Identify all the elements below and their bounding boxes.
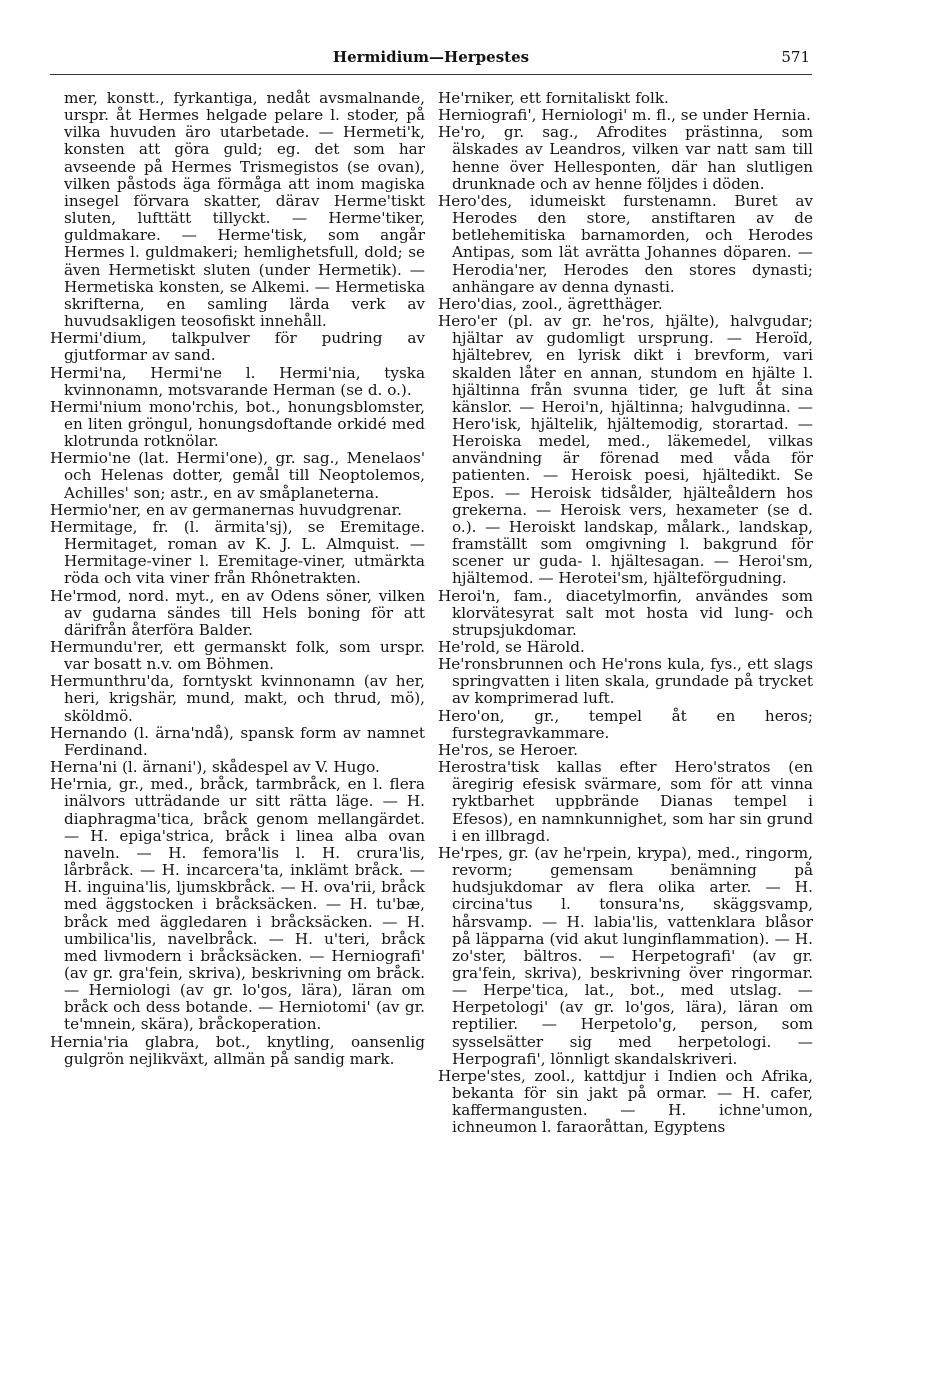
entry-heroin: Heroi'n, fam., diacetylmorfin, användes som klorvätesyrat salt mot hosta vid lung- och strupsjukdomar. (438, 586, 813, 639)
right-column (438, 90, 813, 1137)
entry-heros: He'ros, se Heroer. (438, 740, 578, 759)
entry-herodias: Hero'dias, zool., ägretthäger. (438, 294, 663, 313)
entry-hernia: He'rnia, gr., med., bråck, tarmbråck, en l. flera inälvors utträdande ur sitt rätta läge. — H. diaphragma'tica, bråck genom mellangärdet. — H. epiga'strica, bråck i linea alba ovan naveln. — H. femora'lis l. H. crura'lis, lårbråck. — H. incarcera'ta, inklämt bråck. — H. inguina'lis, ljumskbråck. — H. ova'rii, bråck med äggstocken i bråcksäcken. — H. tu'bæ, bråck med äggledaren i bråcksäcken. — H. umbilica'lis, navelbråck. — H. u'teri, bråck med livmodern i bråcksäcken. — Herniografi' (av gr. gra'fein, skriva), beskrivning om bråck. — Herniologi (av gr. lo'gos, lära), läran om bråck och dess botande. — Herniotomi' (av gr. te'mnein, skära), bråckoperation. (50, 775, 425, 1034)
page-number: 571 (781, 48, 810, 66)
entry-hernando: Hernando (l. ärna'ndå), spansk form av namnet Ferdinand. (50, 723, 425, 759)
entry-herniker: He'rniker, ett fornitaliskt folk. (438, 89, 669, 107)
entry-hermundurer: Hermundu'rer, ett germanskt folk, som urspr. var bosatt n.v. om Böhmen. (50, 638, 425, 674)
entry-hermitage: Hermitage, fr. (l. ärmita'sj), se Eremitage. Hermitaget, roman av K. J. L. Almquist. — Hermitage-viner l. Eremitage-viner, utmärkta röda och vita viner från Rhônetrakten. (50, 517, 425, 588)
entry-herniografi: Herniografi', Herniologi' m. fl., se under Hernia. (438, 106, 811, 125)
entry-herpes: He'rpes, gr. (av he'rpein, krypa), med., ringorm, revorm; gemensam benämning på hudsjukdomar av flera olika arter. — H. circina'tus l. tonsura'ns, skäggsvamp, hårsvamp. — H. labia'lis, vattenklara blåsor på läpparna (vid akut lunginflammation). — H. zo'ster, bältros. — Herpetografi' (av gr. gra'fein, skriva), beskrivning över ringormar. — Herpe'tica, lat., bot., med utslag. — Herpetologi' (av gr. lo'gos, lära), läran om reptilier. — Herpetolo'g, person, som sysselsätter sig med herpetologi. — Herpografi', lönnligt skandalskriveri. (438, 843, 813, 1068)
entry-herodes: Hero'des, idumeiskt furstenamn. Buret av Herodes den store, anstiftaren av de betlehemitiska barnamorden, och Herodes Antipas, som lät avrätta Johannes döparen. — Herodia'ner, Herodes den stores dynasti; anhängare av denna dynasti. (438, 191, 813, 296)
page-header (50, 48, 812, 75)
entry-heroon: Hero'on, gr., tempel åt en heros; furstegravkammare. (438, 706, 813, 742)
entry-hernani: Herna'ni (l. ärnani'), skådespel av V. Hugo. (50, 758, 380, 777)
entry-mer-cont: mer, konstt., fyrkantiga, nedåt avsmalnande, urspr. åt Hermes helgade pelare l. stoder, på vilka huvuden äro utarbetade. — Hermeti'k, konsten att göra guld; eg. det som har avseende på Hermes Trismegistos (se ovan), vilken påstods äga förmåga att inom magiska insegel förvara skatter, därav Herme'tiskt sluten, lufttätt tillyckt. — Herme'tiker, guldmakare. — Herme'tisk, som angår Hermes l. guldmakeri; hemlighetsfull, dold; se även Hermetiskt sluten (under Hermetik). — Hermetiska konsten, se Alkemi. — Hermetiska skrifterna, en samling lärda verk av huvudsakligen teosofiskt innehåll. (64, 89, 425, 331)
entry-heronsbrunnen: He'ronsbrunnen och He'rons kula, fys., ett slags springvatten i liten skala, grundade på trycket av komprimerad luft. (438, 655, 813, 708)
entry-hermidium: Hermi'dium, talkpulver för pudring av gjutformar av sand. (50, 329, 425, 365)
entry-hermione: Hermio'ne (lat. Hermi'one), gr. sag., Menelaos' och Helenas dotter, gemål till Neoptolemos, Achilles' son; astr., en av småplaneterna. (50, 449, 425, 502)
entry-hermunthruda: Hermunthru'da, forntyskt kvinnonamn (av her, heri, krigshär, mund, makt, och thrud, mö), sköldmö. (50, 672, 425, 725)
entry-hermioner: Hermio'ner, en av germanernas huvudgrenar. (50, 500, 402, 519)
entry-herpestes: Herpe'stes, zool., kattdjur i Indien och Afrika, bekanta för sin jakt på ormar. — H. cafer, kaffermangusten. — H. ichne'umon, ichneumon l. faraoråttan, Egyptens (438, 1066, 813, 1137)
entry-herold: He'rold, se Härold. (438, 638, 585, 656)
entry-herostratisk: Herostra'tisk kallas efter Hero'stratos (en äregirig efesisk svärmare, som för att vinna ryktbarhet uppbrände Dianas tempel i Efesos), en namnkunnighet, som har sin grund i en illbragd. (438, 758, 813, 845)
entry-herniaria: Hernia'ria glabra, bot., knytling, oansenlig gulgrön nejlikväxt, allmän på sandig mark. (50, 1032, 425, 1068)
running-title: Hermidium—Herpestes (332, 48, 530, 66)
entry-hero: He'ro, gr. sag., Afrodites prästinna, som älskades av Leandros, vilken var natt sam till henne över Hellesponten, där han slutligen drunknade och av henne följdes i döden. (438, 123, 813, 193)
entry-hermod: He'rmod, nord. myt., en av Odens söner, vilken av gudarna sändes till Hels boning för att därifrån återföra Balder. (50, 586, 425, 639)
entry-hermina: Hermi'na, Hermi'ne l. Hermi'nia, tyska kvinnonamn, motsvarande Herman (se d. o.). (50, 363, 425, 399)
entry-herminium: Hermi'nium mono'rchis, bot., honungsblomster, en liten gröngul, honungsdoftande orkidé med klotrunda rotknölar. (50, 397, 425, 451)
left-column (50, 90, 425, 1068)
entry-heroer: Hero'er (pl. av gr. he'ros, hjälte), halvgudar; hjältar av gudomligt ursprung. — Heroïd, hjältebrev, en lyrisk dikt i brevform, vari skalden låter en annan, stundom en hjälte l. hjältinna från svunna tider, ge luft åt sina känslor. — Heroi'n, hjältinna; halvgudinna. — Hero'isk, hjältelik, hjältemodig, storartad. — Heroiska medel, med., läkemedel, vilkas användning är förenad med våda för patienten. — Heroisk poesi, hjältedikt. Se Epos. — Heroisk tidsålder, hjälteåldern hos grekerna. — Heroisk vers, hexameter (se d. o.). — Heroiskt landskap, målark., landskap, framställt som omgivning l. bakgrund för scener ur guda- l. hjältesagan. — Heroi'sm, hjältemod. — Herotei'sm, hjälteförgudning. (438, 312, 813, 588)
